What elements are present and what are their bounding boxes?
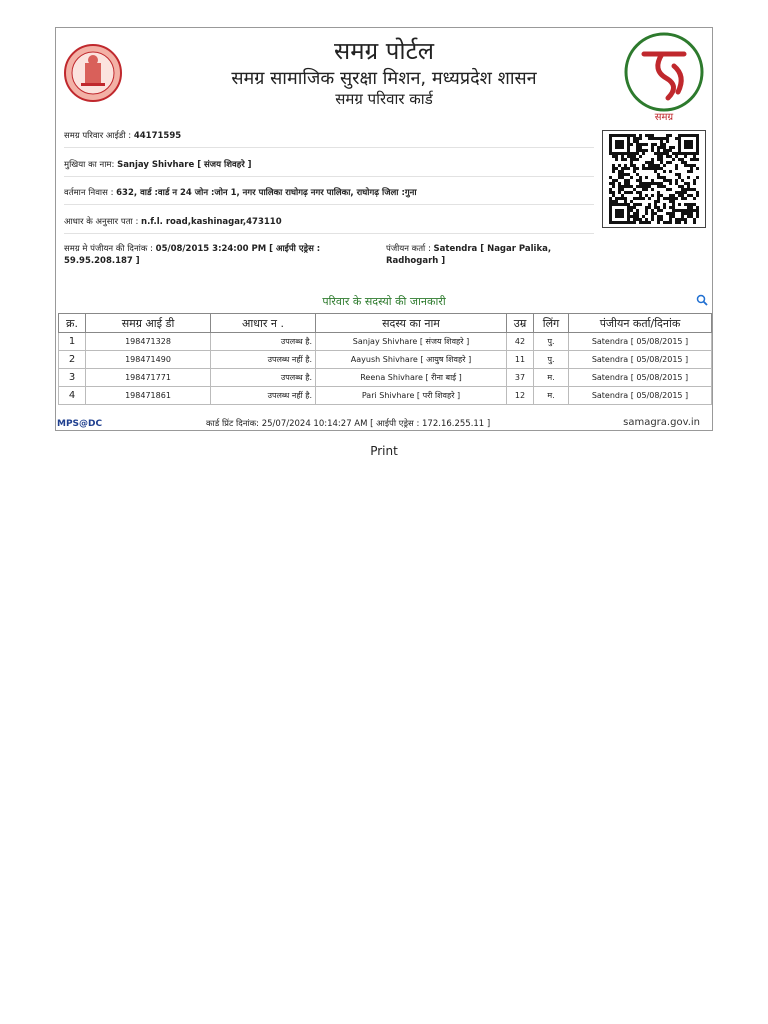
card-name: समग्र परिवार कार्ड	[335, 90, 433, 108]
col-gender: लिंग	[534, 314, 569, 333]
head-row	[64, 159, 594, 177]
registrar-value-2: Radhogarh ]	[386, 256, 446, 266]
family-id-value: 44171595	[133, 131, 182, 141]
members-table	[58, 313, 712, 405]
row-sno: 1	[59, 333, 86, 351]
table-row	[59, 387, 712, 405]
table-row	[59, 369, 712, 387]
col-samagra-id: समग्र आई डी	[86, 314, 211, 333]
col-registrar-date: पंजीयन कर्ता/दिनांक	[569, 314, 712, 333]
card-print-date: कार्ड प्रिंट दिनांक: 25/07/2024 10:14:27 AM [ आईपी एड्रेस : 172.16.255.11 ]	[206, 419, 491, 429]
table-row	[59, 351, 712, 369]
row-samagra-id: 198471861	[86, 387, 211, 405]
table-row	[59, 333, 712, 351]
address-label: वर्तमान निवास :	[64, 188, 114, 198]
reg-date-label: समग्र मे पंजीयन की दिनांक :	[64, 244, 153, 254]
svg-text:समग्र: समग्र	[654, 112, 674, 123]
samagra-site-link[interactable]: samagra.gov.in	[623, 417, 700, 428]
row-aadhar: उपलब्ध है.	[211, 333, 316, 351]
col-age: उम्र	[507, 314, 534, 333]
members-header-row	[59, 314, 712, 333]
search-icon[interactable]	[696, 294, 708, 306]
row-age: 12	[507, 387, 534, 405]
members-section-title: परिवार के सदस्यो की जानकारी	[322, 295, 446, 308]
aadhar-address-value: n.f.l. road,kashinagar,473110	[141, 217, 282, 227]
row-gender: म.	[534, 369, 569, 387]
row-age: 11	[507, 351, 534, 369]
row-sno: 4	[59, 387, 86, 405]
row-sno: 3	[59, 369, 86, 387]
registration-date	[64, 243, 334, 267]
row-samagra-id: 198471490	[86, 351, 211, 369]
registrar-label: पंजीयन कर्ता :	[386, 244, 431, 254]
address-value: 632, वार्ड :वार्ड न 24 जोन :जोन 1, नगर पालिका राघोगढ़ नगर पालिका, राघोगढ़ जिला :गुना	[116, 188, 417, 198]
row-age: 42	[507, 333, 534, 351]
row-age: 37	[507, 369, 534, 387]
row-samagra-id: 198471771	[86, 369, 211, 387]
aadhar-address-row	[64, 216, 594, 234]
col-aadhar: आधार न .	[211, 314, 316, 333]
row-gender: पु.	[534, 351, 569, 369]
head-label: मुखिया का नाम:	[64, 160, 115, 170]
print-button[interactable]: Print	[370, 444, 398, 458]
row-aadhar: उपलब्ध नहीं है.	[211, 351, 316, 369]
portal-title: समग्र पोर्टल	[334, 37, 434, 65]
row-samagra-id: 198471328	[86, 333, 211, 351]
mpsedc-logo-icon	[57, 416, 103, 430]
row-member-name: Sanjay Shivhare [ संजय शिवहरे ]	[316, 333, 507, 351]
row-member-name: Reena Shivhare [ रीना बाई ]	[316, 369, 507, 387]
aadhar-address-label: आधार के अनुसार पता :	[64, 217, 139, 227]
family-id-label: समग्र परिवार आईडी :	[64, 131, 132, 141]
row-gender: पु.	[534, 333, 569, 351]
qr-code-icon	[602, 130, 706, 228]
mission-subtitle: समग्र सामाजिक सुरक्षा मिशन, मध्यप्रदेश शासन	[231, 68, 537, 89]
family-id-row	[64, 130, 594, 148]
col-member-name: सदस्य का नाम	[316, 314, 507, 333]
svg-text:MPS@DC: MPS@DC	[57, 419, 103, 429]
address-row	[64, 187, 594, 205]
samagra-family-card	[55, 27, 713, 431]
row-aadhar: उपलब्ध है.	[211, 369, 316, 387]
head-value: Sanjay Shivhare [ संजय शिवहरे ]	[117, 160, 252, 170]
col-sno: क्र.	[59, 314, 86, 333]
row-member-name: Aayush Shivhare [ आयुष शिवहरे ]	[316, 351, 507, 369]
registrar-value: Satendra [ Nagar Palika,	[433, 244, 552, 254]
registrar	[386, 243, 576, 267]
row-sno: 2	[59, 351, 86, 369]
reg-date-value: 05/08/2015 3:24:00 PM [ आईपी एड्रेस :	[155, 244, 321, 254]
row-aadhar: उपलब्ध नहीं है.	[211, 387, 316, 405]
row-gender: म.	[534, 387, 569, 405]
row-registrar-date: Satendra [ 05/08/2015 ]	[569, 387, 712, 405]
row-member-name: Pari Shivhare [ परी शिवहरे ]	[316, 387, 507, 405]
row-registrar-date: Satendra [ 05/08/2015 ]	[569, 333, 712, 351]
reg-ip-value: 59.95.208.187 ]	[64, 256, 140, 266]
samagra-logo-icon	[622, 32, 706, 122]
row-registrar-date: Satendra [ 05/08/2015 ]	[569, 351, 712, 369]
row-registrar-date: Satendra [ 05/08/2015 ]	[569, 369, 712, 387]
